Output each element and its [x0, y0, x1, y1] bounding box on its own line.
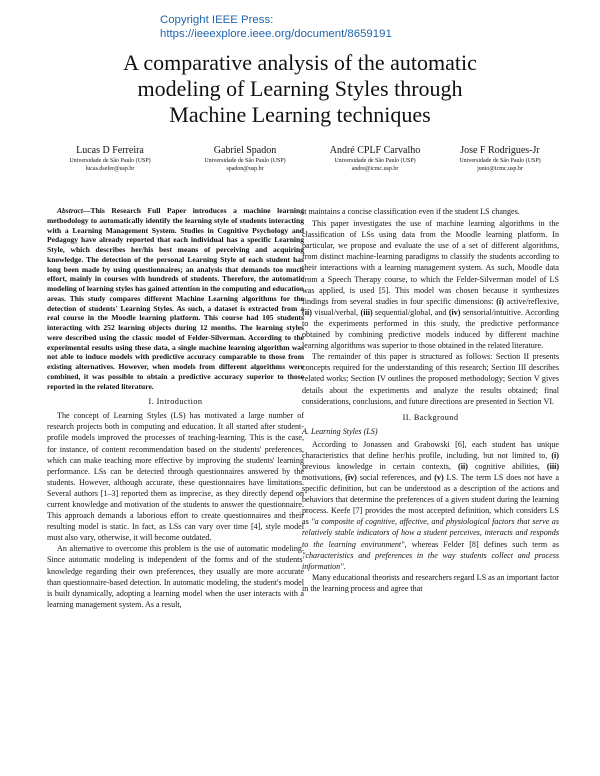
author-affiliation: Universidade de São Paulo (USP): [204, 158, 286, 164]
abstract-text: —This Research Full Paper introduces a machine learning methodology to automatically identify the learning style of students interacting with a Learning Management System. Studies in Cognitive Psychology and Pedagogy have already reported that each individual has a specific Learning Style, which describes her/his best means of perceiving and acquiring knowledge. The detection of the personal Learning Style of each student has long been made by using questionnaires; an analysis that demands too much effort, mainly in courses with hundreds of students. Therefore, the automatic modeling of learning styles has gained attention in the computing and education areas. This study compares different Machine Learning algorithms for the detection of students' Learning Styles. As such, a dataset is extracted from a real course in the Moodle learning platform. This course had 105 students interacting with 252 learning objects during 12 months. The learning styles were described using the classic model of Felder-Silverman. According to the experimental results using these data, a single machine learning algorithm was not able to induce models with predictive accuracy comparable to those from existing alternatives. However, when models from different algorithms were combined, it was possible to obtain a predictive accuracy superior to those reported in the related literature.: [47, 206, 304, 391]
author-affiliation: Universidade de São Paulo (USP): [69, 158, 151, 164]
author-affiliation: Universidade de São Paulo (USP): [459, 158, 541, 164]
author-email[interactable]: lucas.dsefer@usp.br: [85, 166, 135, 172]
list-marker: (i): [551, 450, 559, 460]
body-paragraph: [302, 218, 559, 351]
copyright-link[interactable]: https://ieeexplore.ieee.org/document/8659191: [160, 28, 392, 40]
paragraph-text: According to the experiments performed in this study, the predictive performance obtained by combining predictive models induced by different machine learning algorithms was superior to those obtained in the related literature.: [302, 307, 560, 351]
title-line: A comparative analysis of the automatic: [123, 50, 477, 75]
section-heading-background: II. Background: [402, 412, 459, 422]
list-marker: (iv): [345, 472, 357, 482]
right-column: [302, 206, 559, 594]
paragraph-text: .: [343, 561, 346, 571]
body-paragraph: Many educational theorists and researchers regard LS as an important factor in the learning process and agree that: [302, 572, 559, 593]
list-text: active/reflexive,: [503, 296, 559, 306]
list-text: sensorial/intuitive.: [460, 307, 523, 317]
body-paragraph: [302, 439, 559, 572]
list-text: LS.: [443, 472, 458, 482]
author-block: [30, 145, 570, 185]
author-email[interactable]: spadon@usp.br: [226, 166, 264, 172]
paragraph-text: This paper investigates the use of machine learning algorithms in the classification of LSs using data from the Moodle learning platform. In particular, we propose and evaluate the use of a set of different algorithms, from distinct machine-learning paradigms to classify the students according to their interactions with a learning management system. As such, Moodle data from a Speech Therapy course, to which the Felder-Silverman model of LS was applied, is used [5]. This model was chosen because it synthesizes findings from several studies in four specific dimensions:: [302, 219, 559, 306]
author-email[interactable]: junio@icmc.usp.br: [477, 166, 523, 172]
author-email[interactable]: andre@icmc.usp.br: [351, 166, 399, 172]
body-paragraph: The remainder of this paper is structured as follows: Section II presents concepts required for the understanding of this research; Section III describes related works; Section IV outlines the proposed methodology; Section V gives details about the experiments and analyze the results obtained; final considerations, conclusions, and future directions are presented in Section VI.: [302, 352, 559, 406]
abstract-label: Abstract: [57, 206, 83, 215]
body-paragraph: The concept of Learning Styles (LS) has motivated a large number of research projects both in computing and education. It all started after student-profile models improved the processes of teaching-learning. This is the case, for instance, of content recommendation based on the students' preferences, which can make teaching more effective by improving the students' learning performance. LSs can be detected through questionnaires answered by the students. However, although accurate, these questionnaires have limitations. Several authors [1–3] reported them as imprecise, as they directly depend on current knowledge and motivation of the students to answer the questionnaire. This approach demands a laborious effort to create questionnaires and their resulting model is static. In fact, as LSs can vary over time [4], style model must also vary, otherwise, it will become outdated.: [47, 411, 304, 543]
author-name: Jose F Rodrigues-Jr: [460, 145, 540, 156]
quote-text: "a composite of cognitive, affective, and physiological factors that serve as relatively stable indicators of how a student perceives, interacts and responds to the learning environment": [302, 517, 559, 549]
list-text: visual/verbal,: [311, 307, 361, 317]
left-column: [47, 206, 304, 610]
list-marker: (iii): [360, 307, 373, 317]
section-heading-introduction: I. Introduction: [148, 397, 203, 407]
paragraph-text: According to Jonassen and Grabowski [6], each student has unique characteristics that define her/his profile, including, but not limited to,: [302, 439, 559, 460]
paper-title: [60, 50, 540, 128]
author-affiliation: Universidade de São Paulo (USP): [334, 158, 416, 164]
list-marker: (v): [434, 472, 444, 482]
list-marker: (iv): [448, 307, 461, 317]
paragraph-text: The term LS does not have a specific definition, but can be understood as a description of the actions and behaviors that determine the preferences of a given student during the learning process. Keefe [7] provides the most accepted definition, which considers LS as: [302, 472, 559, 527]
author-entry: [175, 145, 315, 173]
quote-text: "characteristics and preferences in the way students collect and process information": [302, 550, 559, 571]
list-text: motivations,: [302, 472, 346, 482]
list-text: sequential/global, and: [372, 307, 449, 317]
list-text: previous knowledge in certain contexts,: [302, 461, 459, 471]
author-entry: [40, 145, 180, 173]
body-paragraph: An alternative to overcome this problem is the use of automatic modeling. Since automatic modeling is independent of the forms and of the students' knowledge regarding their own preferences, they usually are more accurate than questionnaire-based detection. In automatic modeling, the student's model is built dynamically, adopting a learning model when the user interacts with a learning management system. As a result,: [47, 544, 304, 609]
list-marker: (ii): [302, 307, 312, 317]
list-text: social references, and: [356, 472, 435, 482]
author-name: Gabriel Spadon: [213, 145, 277, 156]
abstract: [47, 206, 304, 391]
body-paragraph: it maintains a concise classification even if the student LS changes.: [302, 207, 520, 216]
author-entry: [430, 145, 570, 173]
copyright-notice: [160, 13, 392, 41]
title-line: modeling of Learning Styles through: [137, 76, 463, 101]
list-text: cognitive abilities,: [467, 461, 547, 471]
author-entry: [305, 145, 445, 173]
author-name: André CPLF Carvalho: [329, 145, 421, 156]
paragraph-text: , whereas Felder [8] defines such term as: [404, 539, 559, 549]
subsection-heading: A. Learning Styles (LS): [302, 426, 378, 436]
list-marker: (iii): [546, 461, 560, 471]
author-name: Lucas D Ferreira: [76, 145, 144, 156]
title-line: Machine Learning techniques: [169, 102, 431, 127]
list-marker: (i): [496, 296, 504, 306]
list-marker: (ii): [458, 461, 468, 471]
copyright-line: Copyright IEEE Press:: [160, 14, 274, 26]
